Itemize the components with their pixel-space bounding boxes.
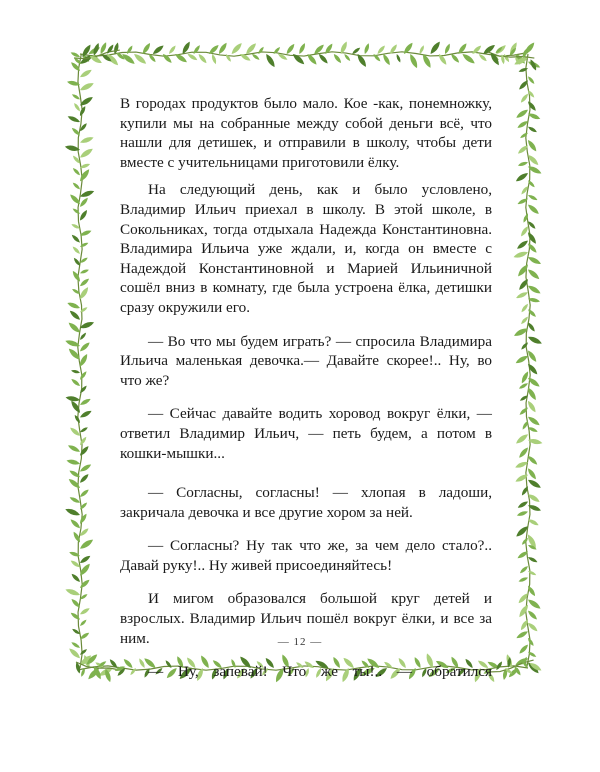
leaf: [527, 335, 543, 346]
leaf: [526, 231, 538, 245]
leaf: [527, 415, 541, 427]
leaf: [515, 171, 530, 183]
leaf: [527, 598, 542, 611]
leaf: [79, 463, 92, 473]
leaf: [461, 52, 476, 65]
leaf: [79, 68, 93, 79]
leaf: [257, 46, 265, 55]
leaf: [443, 43, 451, 55]
leaf: [79, 268, 89, 274]
leaf: [518, 382, 529, 390]
leaf: [69, 399, 82, 414]
leaf: [527, 255, 542, 266]
leaf: [395, 53, 401, 63]
leaf: [513, 250, 529, 260]
leaf: [69, 518, 81, 530]
leaf: [527, 203, 541, 216]
leaf: [65, 395, 80, 402]
leaf: [518, 67, 528, 73]
leaf: [429, 40, 442, 55]
leaf: [520, 370, 530, 384]
page-number: — 12 —: [277, 636, 323, 648]
leaf: [78, 445, 90, 457]
leaf: [70, 378, 81, 388]
leaf: [64, 507, 81, 518]
leaf: [78, 168, 91, 183]
leaf: [70, 51, 81, 58]
leaf: [66, 458, 81, 466]
leaf: [515, 432, 530, 445]
leaf: [527, 455, 539, 466]
leaf: [72, 207, 81, 215]
leaf: [67, 301, 81, 310]
leaf: [161, 53, 173, 65]
leaf: [79, 370, 88, 380]
leaf: [71, 233, 82, 244]
leaf: [187, 52, 199, 61]
leaf: [67, 477, 81, 490]
paragraph: — Согласны? Ну так что же, за чем дело стало?.. Давай руку!.. Ну живей присоединяйтесь!: [120, 537, 492, 574]
leaf: [527, 89, 536, 98]
leaf: [79, 648, 88, 656]
leaf: [230, 41, 244, 55]
leaf: [79, 397, 92, 406]
leaf: [225, 53, 232, 62]
leaf: [65, 587, 81, 597]
leaf: [332, 53, 342, 64]
leaf: [79, 619, 88, 627]
leaf: [192, 44, 201, 55]
paragraph: На следующий день, как и было условлено, Владимир Ильич приехал в школу. В этой школе, в Сокольниках, тогда отдыхала Надежда Константиновна. Владимира Ильича уже ждали, и, когда он вместе с Надеждой Константиновной и Марией Ильиничной сошёл вниз в комнату, где была устроена ёлка, детишки сразу окружили его.: [120, 181, 492, 316]
leaf: [526, 400, 537, 414]
leaf: [68, 647, 82, 660]
leaf: [527, 570, 537, 577]
leaf: [67, 347, 82, 362]
leaf: [515, 108, 529, 120]
leaf: [67, 444, 81, 454]
leaf: [78, 209, 88, 222]
leaf: [79, 409, 93, 419]
leaf: [217, 42, 228, 56]
leaf: [79, 81, 95, 92]
leaf: [73, 102, 82, 112]
paragraph: — Ну, запевай! Что же ты!.. — обратился: [148, 663, 492, 681]
leaf: [68, 309, 81, 321]
leaf: [67, 114, 81, 124]
paragraph: И мигом образовался большой круг детей и взрослых. Владимир Ильич пошёл вокруг ёлки, и все за ним.: [120, 590, 492, 647]
leaf: [72, 182, 81, 191]
leaf: [382, 53, 392, 66]
leaf: [527, 125, 538, 133]
leaf: [521, 537, 529, 546]
leaf: [151, 44, 165, 56]
leaf: [527, 308, 537, 318]
leaf: [526, 467, 537, 480]
paragraph: — Сейчас давайте водить хоровод вокруг ёлки, — ответил Владимир Ильич, — петь будем, а потом в кошки-мышки...: [120, 405, 492, 462]
leaf: [520, 93, 530, 104]
leaf: [79, 607, 91, 616]
leaf: [79, 189, 95, 199]
leaf: [527, 193, 538, 201]
leaf: [79, 538, 95, 551]
leaf: [450, 53, 461, 64]
leaf: [520, 341, 529, 350]
leaf: [520, 303, 529, 314]
leaf: [517, 161, 528, 168]
leaf: [363, 43, 370, 55]
leaf: [71, 270, 82, 283]
leaf: [211, 53, 218, 64]
leaf: [527, 609, 539, 621]
leaf: [285, 43, 296, 56]
leaf: [526, 362, 539, 376]
page-text: [120, 94, 492, 682]
paragraph: — Во что мы будем играть? — спросила Владимира Ильича маленькая девочка.— Давайте скорее!.. Ну, во что же?: [120, 332, 492, 389]
leaf: [517, 500, 529, 509]
leaf: [71, 245, 81, 255]
leaf: [78, 513, 88, 525]
leaf: [70, 611, 81, 621]
leaf: [79, 135, 94, 144]
leaf: [518, 406, 529, 416]
leaf: [418, 45, 425, 55]
leaf: [519, 565, 529, 575]
leaf: [79, 436, 88, 447]
paragraph: — Согласны, согласны! — хлопая в ладоши, закричала девочка и все другие хором за ней.: [120, 484, 492, 521]
leaf: [79, 147, 95, 160]
leaf: [79, 554, 92, 564]
leaf: [79, 306, 88, 313]
leaf: [72, 167, 81, 176]
leaf: [79, 242, 89, 249]
paragraph: В городах продуктов было мало. Кое -как, понемножку, купили мы на собранные между собой деньги всё, что нашли для детишек, и отправили в школу, чтобы дети вместе с учительницами приготовили ёлку.: [120, 95, 492, 171]
leaf: [516, 263, 530, 278]
leaf: [79, 578, 91, 589]
leaf: [79, 385, 88, 395]
leaf: [317, 53, 329, 65]
leaf: [515, 291, 529, 300]
leaf: [264, 53, 276, 69]
leaf: [516, 510, 528, 517]
leaf: [526, 268, 540, 281]
leaf: [67, 321, 82, 335]
leaf: [519, 132, 529, 140]
leaf: [126, 45, 134, 55]
leaf: [168, 44, 177, 55]
leaf: [526, 100, 537, 112]
leaf: [518, 576, 529, 583]
leaf: [71, 369, 81, 374]
leaf: [79, 277, 90, 287]
leaf: [517, 592, 530, 605]
leaf: [291, 52, 306, 66]
leaf: [197, 53, 208, 65]
leaf: [526, 139, 538, 153]
leaf: [79, 341, 91, 353]
leaf: [527, 75, 536, 85]
leaf: [108, 658, 118, 669]
leaf: [298, 42, 307, 55]
leaf: [70, 572, 81, 583]
leaf: [79, 488, 90, 498]
leaf: [408, 53, 419, 69]
leaf: [516, 239, 530, 251]
leaf: [79, 473, 90, 484]
leaf: [527, 478, 542, 490]
leaf: [515, 354, 530, 365]
